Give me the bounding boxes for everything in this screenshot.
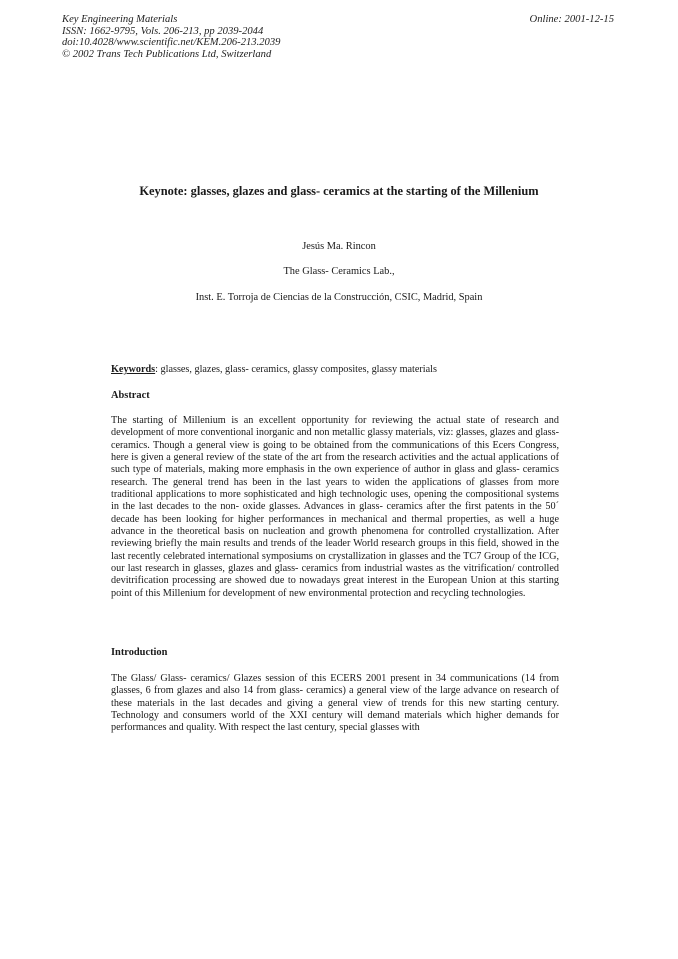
abstract-body: The starting of Millenium is an excellent opportunity for reviewing the actual state of research and development of more conventional inorganic and non metallic glassy materials, viz: glasses, glazes and glass- ceramics. Though a general view is going to be obtained from the communications of this Ecers Congress, here is given a general review of the state of the art from the research activities and the actual applications of such type of materials, making more emphasis in the own experience of author in glass and glass- ceramics research. The general trend has been in the last years to widen the applications of glasses from more traditional applications to more sophisticated and high technologic uses, opening the compositional systems in the last decades to the non- oxide glasses. Advances in glass- ceramics after the first patents in the 50´ decade has been looking for higher performances in mechanical and thermal properties, as well a huge advance in the theoretical basis on nucleation and growth phenomena for controlled crystallization. After reviewing briefly the main results and trends of the leader World research groups in this field, showed in the last recently celebrated international symposiums on crystallization in glasses and the TC7 Group of the ICG, our last research in glasses, glazes and glass- ceramics from industrial wastes as the vitrification/ controlled devitrification processing are showed due to nowadays great interest in the European Union at this starting point of this Millenium for development of new environmental protection and recycling technologies.: [111, 415, 559, 599]
keywords-text: : glasses, glazes, glass- ceramics, glassy composites, glassy materials: [155, 364, 437, 375]
journal-name: Key Engineering Materials: [62, 14, 178, 25]
issn-line: ISSN: 1662-9795, Vols. 206-213, pp 2039-2044: [62, 25, 264, 37]
affiliation-institute: Inst. E. Torroja de Ciencias de la Construcción, CSIC, Madrid, Spain: [195, 292, 483, 303]
abstract-heading: Abstract: [111, 390, 150, 401]
keywords-line: [111, 364, 559, 376]
author-name: Jesús Ma. Rincon: [302, 241, 376, 252]
keywords-label: Keywords: [111, 364, 156, 375]
journal-header: [62, 14, 280, 60]
copyright-line: © 2002 Trans Tech Publications Ltd, Switzerland: [62, 48, 272, 60]
online-date: Online: 2001-12-15: [529, 14, 614, 25]
introduction-body: The Glass/ Glass- ceramics/ Glazes session of this ECERS 2001 present in 34 communications (14 from glasses, 6 from glazes and also 14 from glass- ceramics) a general view of the large advance on research of these materials in the last decades and giving a general view of trends for this new starting century. Technology and consumers world of the XXI century will demand materials which higher demands for performances and quality. With respect the last century, special glasses with: [111, 673, 559, 734]
introduction-heading: Introduction: [111, 647, 168, 658]
paper-title: Keynote: glasses, glazes and glass- ceramics at the starting of the Millenium: [139, 184, 539, 198]
doi-line: doi:10.4028/www.scientific.net/KEM.206-213.2039: [62, 37, 281, 49]
affiliation-lab: The Glass- Ceramics Lab.,: [283, 266, 395, 277]
